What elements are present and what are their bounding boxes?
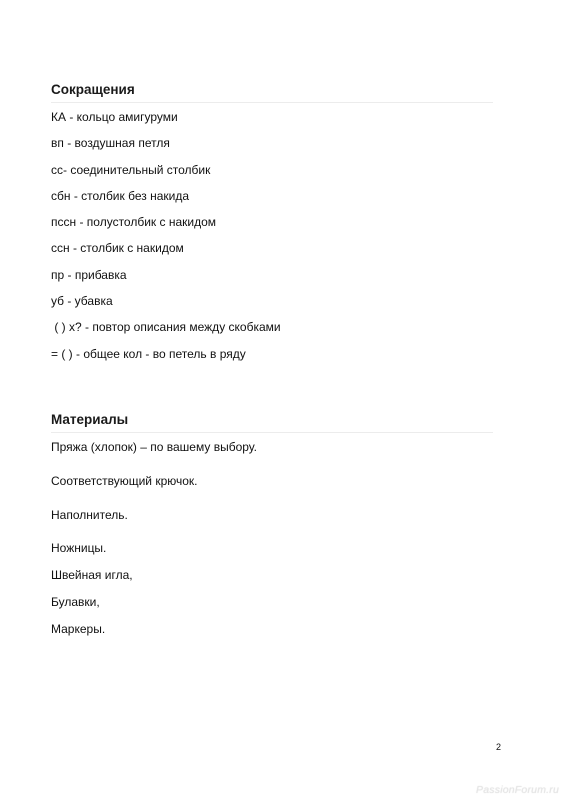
abbreviation-item: сбн - столбик без накида	[51, 189, 190, 203]
watermark: PassionForum.ru	[476, 784, 559, 796]
material-item: Пряжа (хлопок) – по вашему выбору.	[51, 440, 257, 454]
material-item: Швейная игла,	[51, 568, 133, 582]
abbreviation-item: КА - кольцо амигуруми	[51, 110, 178, 124]
abbreviation-item: сс- соединительный столбик	[51, 163, 211, 177]
abbreviation-item: вп - воздушная петля	[51, 136, 170, 150]
abbreviation-item: ссн - столбик с накидом	[51, 241, 184, 255]
abbreviations-heading: Сокращения	[51, 82, 135, 97]
abbreviation-item: ( ) х? - повтор описания между скобками	[51, 320, 281, 334]
materials-heading: Материалы	[51, 412, 129, 427]
material-item: Булавки,	[51, 595, 100, 609]
abbreviation-item: пр - прибавка	[51, 268, 127, 282]
abbreviations-divider	[51, 102, 493, 103]
page-number: 2	[496, 742, 502, 752]
materials-divider	[51, 432, 493, 433]
abbreviation-item: уб - убавка	[51, 294, 113, 308]
material-item: Соответствующий крючок.	[51, 474, 198, 488]
material-item: Маркеры.	[51, 622, 106, 636]
material-item: Ножницы.	[51, 541, 107, 555]
abbreviation-item: пссн - полустолбик с накидом	[51, 215, 217, 229]
material-item: Наполнитель.	[51, 508, 128, 522]
abbreviation-item: = ( ) - общее кол - во петель в ряду	[51, 347, 246, 361]
